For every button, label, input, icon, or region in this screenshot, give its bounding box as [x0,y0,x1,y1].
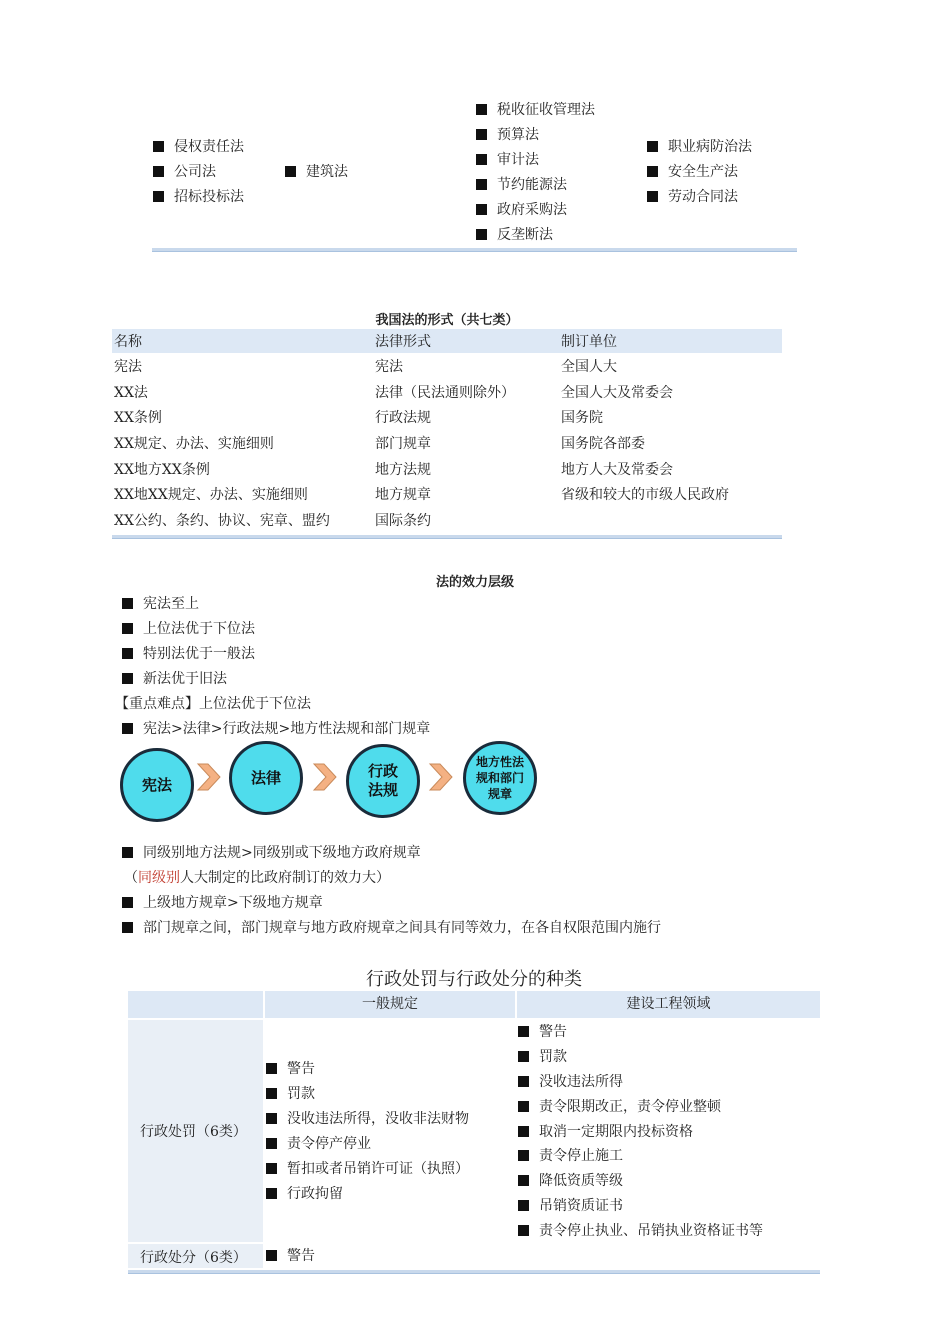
table-row [112,430,782,456]
key-point-note: 【重点难点】上位法优于下位法 [115,696,311,712]
list-item [647,163,738,181]
list-item [266,1060,315,1078]
table-cell: XX公约、条约、协议、宪章、盟约 [114,512,330,529]
list-item [476,101,595,119]
row-label: 行政处分（6类） [140,1250,247,1266]
list-item [476,176,567,194]
list-item-text: 罚款 [539,1049,567,1065]
list-item [122,894,323,912]
list-item-text: 罚款 [287,1086,315,1102]
list-item-text: 没收违法所得，没收非法财物 [287,1111,469,1127]
bullet-square-icon [266,1188,277,1199]
bullet-square-icon [647,191,658,202]
forms-table [112,329,782,533]
list-item [153,188,244,206]
list-item-text: 劳动合同法 [668,189,738,205]
bullet-square-icon [476,154,487,165]
list-item [266,1110,469,1128]
bullet-square-icon [647,141,658,152]
list-item [647,188,738,206]
bullet-square-icon [518,1026,529,1037]
table-cell: 省级和较大的市级人民政府 [561,487,729,504]
diagram-node-admin-regulation [346,744,420,818]
table-row [112,456,782,482]
table-cell: 国务院各部委 [561,435,645,452]
bullet-square-icon [647,166,658,177]
bullet-square-icon [122,847,133,858]
table-cell [559,507,782,533]
list-item-text: 节约能源法 [497,177,567,193]
list-item [122,720,430,738]
list-item [122,595,199,613]
list-item-text: 上级地方规章>下级地方规章 [143,895,323,911]
bullet-square-icon [122,648,133,659]
list-item [266,1247,315,1265]
list-item-text: 责令停产停业 [287,1136,371,1152]
list-item-text: 特别法优于一般法 [143,646,255,662]
row-label-cell [128,1244,263,1268]
table-cell: 地方人大及常委会 [561,461,673,478]
list-item [266,1185,343,1203]
diagram-node-label: 行政 法规 [367,762,398,799]
bullet-square-icon [122,673,133,684]
list-item-text: 审计法 [497,152,539,168]
bullet-square-icon [122,623,133,634]
bullet-square-icon [122,922,133,933]
bullet-square-icon [266,1088,277,1099]
list-item [153,138,244,156]
list-item-text: 部门规章之间，部门规章与地方政府规章之间具有同等效力，在各自权限范围内施行 [143,920,661,936]
bullet-square-icon [518,1051,529,1062]
diagram-node-law [229,741,303,815]
list-item [122,620,255,638]
list-item-text: 政府采购法 [497,202,567,218]
table-cell: 法律（民法通则除外） [375,384,515,401]
bullet-square-icon [122,897,133,908]
list-item-text: 暂扣或者吊销许可证（执照） [287,1161,469,1177]
list-item-text: 新法优于旧法 [143,671,227,687]
table-row [112,481,782,507]
list-item [476,151,539,169]
table-cell: 宪法 [375,358,403,375]
table-cell: 国务院 [561,410,603,427]
hierarchy-title: 法的效力层级 [435,575,514,590]
list-item [285,163,348,181]
table-header-cell [128,991,263,1018]
table-row [112,379,782,405]
bullet-square-icon [266,1138,277,1149]
list-item-text: 招标投标法 [174,189,244,205]
table-row [112,404,782,430]
list-item [122,645,255,663]
list-item-text: 吊销资质证书 [539,1198,623,1214]
list-item [518,1222,763,1240]
list-item [518,1197,623,1215]
bullet-square-icon [476,204,487,215]
list-item-text: 降低资质等级 [539,1173,623,1189]
list-item-text: 警告 [287,1248,315,1264]
list-item [518,1123,693,1141]
explanatory-note [124,869,390,887]
list-item-text: 警告 [539,1024,567,1040]
penalty-table-title: 行政处罚与行政处分的种类 [366,969,582,990]
bullet-square-icon [153,141,164,152]
bullet-square-icon [518,1225,529,1236]
list-item [266,1135,371,1153]
table-cell: 全国人大及常委会 [561,384,673,401]
list-item [476,126,539,144]
table-row [112,507,782,533]
column-header: 名称 [112,329,373,353]
list-item [518,1172,623,1190]
list-item-text: 责令限期改正，责令停业整顿 [539,1099,721,1115]
table-cell: 地方法规 [375,461,431,478]
bullet-square-icon [518,1200,529,1211]
list-item-text: 宪法至上 [143,596,199,612]
table-cell: 全国人大 [561,358,617,375]
list-item-text: 责令停止执业、吊销执业资格证书等 [539,1223,763,1239]
table-cell: 行政法规 [375,410,431,427]
chevron-right-icon [428,763,454,791]
list-item-text: 公司法 [174,164,216,180]
list-item [266,1085,315,1103]
table-cell: XX地方XX条例 [114,461,210,478]
bullet-square-icon [266,1163,277,1174]
section-divider [128,1270,820,1274]
list-item [518,1147,623,1165]
column-header: 法律形式 [373,329,559,353]
diagram-node-label: 宪法 [141,775,172,794]
list-item [518,1048,567,1066]
table-header-row [112,329,782,353]
diagram-node-label: 法律 [250,768,281,787]
bullet-square-icon [266,1113,277,1124]
table-cell: XX法 [114,384,148,401]
list-item-text: 侵权责任法 [174,139,244,155]
bullet-square-icon [518,1175,529,1186]
table-cell: 部门规章 [375,435,431,452]
bullet-square-icon [153,166,164,177]
bullet-square-icon [476,129,487,140]
list-item [518,1023,567,1041]
table-cell: XX规定、办法、实施细则 [114,435,274,452]
list-item-text: 行政拘留 [287,1186,343,1202]
list-item [476,201,567,219]
table-cell: 宪法 [114,358,142,375]
forms-table-title: 我国法的形式（共七类） [375,313,519,328]
bullet-square-icon [518,1126,529,1137]
table-cell: XX条例 [114,410,162,427]
bullet-square-icon [518,1076,529,1087]
section-divider [112,535,782,539]
bullet-square-icon [285,166,296,177]
list-item [122,919,661,937]
list-item [266,1160,469,1178]
list-item-text: 没收违法所得 [539,1074,623,1090]
bullet-square-icon [518,1101,529,1112]
diagram-node-label: 地方性法 规和部门 规章 [475,755,524,801]
bullet-square-icon [476,179,487,190]
section-divider [152,248,797,252]
list-item [647,138,752,156]
column-header: 建设工程领域 [517,991,820,1018]
column-header: 一般规定 [265,991,515,1018]
note-text: （ [124,870,138,886]
row-label: 行政处罚（6类） [140,1124,247,1140]
bullet-square-icon [476,104,487,115]
list-item-text: 取消一定期限内投标资格 [539,1124,693,1140]
list-item-text: 责令停止施工 [539,1148,623,1164]
list-item-text: 税收征收管理法 [497,102,595,118]
list-item-text: 安全生产法 [668,164,738,180]
list-item-text: 建筑法 [306,164,348,180]
diagram-node-local-regulation [463,741,537,815]
bullet-square-icon [122,723,133,734]
bullet-square-icon [518,1150,529,1161]
list-item-text: 职业病防治法 [668,139,752,155]
list-item [122,844,421,862]
column-header: 制订单位 [559,329,782,353]
table-row [112,353,782,379]
bullet-square-icon [122,598,133,609]
list-item-text: 宪法>法律>行政法规>地方性法规和部门规章 [143,721,431,737]
row-label-cell [128,1020,263,1242]
list-item [518,1098,721,1116]
bullet-square-icon [153,191,164,202]
list-item [122,670,227,688]
list-item-text: 反垄断法 [497,227,553,243]
table-cell: 国际条约 [375,512,431,529]
table-cell: XX地XX规定、办法、实施细则 [114,487,308,504]
table-cell: 地方规章 [375,487,431,504]
diagram-node-constitution [120,748,194,822]
list-item [153,163,216,181]
list-item [518,1073,623,1091]
list-item [476,226,553,244]
note-text: 人大制定的比政府制订的效力大） [180,870,390,886]
list-item-text: 同级别地方法规>同级别或下级地方政府规章 [143,845,421,861]
chevron-right-icon [312,763,338,791]
note-highlight: 同级别 [138,870,180,886]
bullet-square-icon [266,1250,277,1261]
list-item-text: 警告 [287,1061,315,1077]
bullet-square-icon [266,1063,277,1074]
chevron-right-icon [196,763,222,791]
list-item-text: 预算法 [497,127,539,143]
list-item-text: 上位法优于下位法 [143,621,255,637]
bullet-square-icon [476,229,487,240]
